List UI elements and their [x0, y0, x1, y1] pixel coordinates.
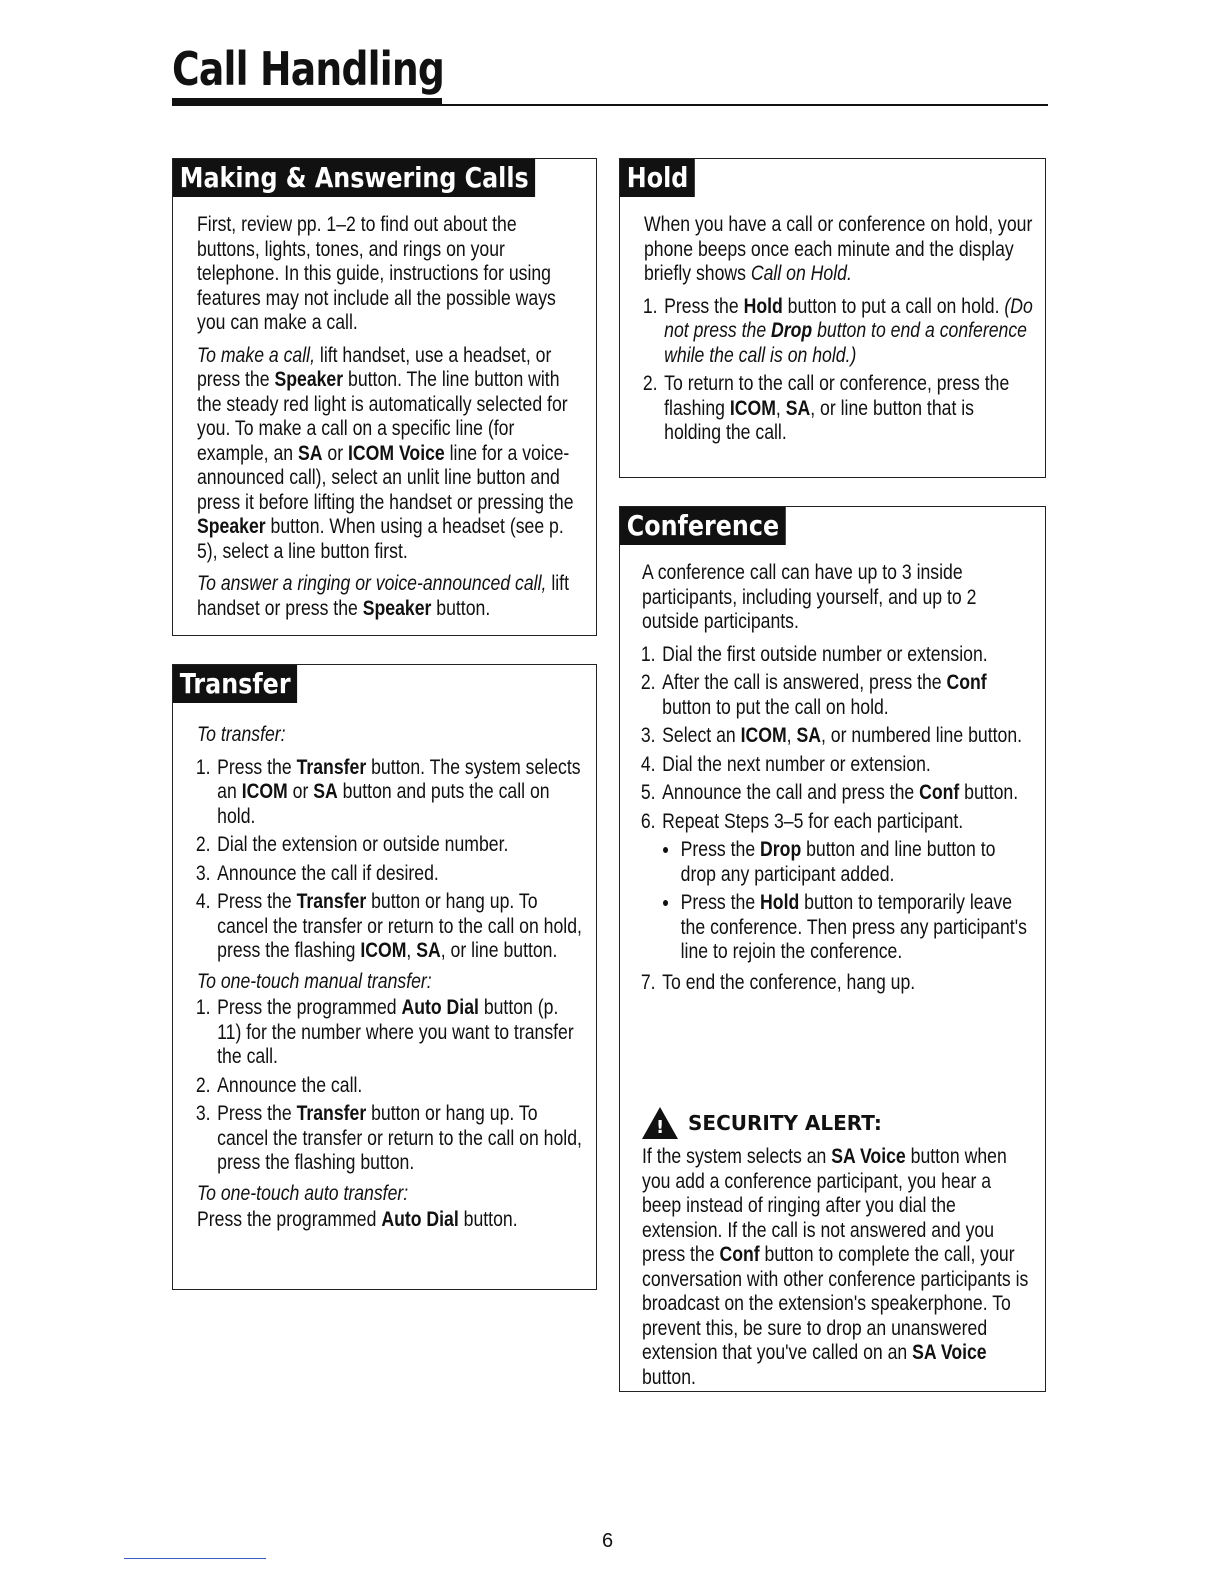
page-title: Call Handling: [172, 42, 445, 96]
conference-heading: Conference: [620, 507, 786, 545]
to-transfer-label: To transfer:: [197, 723, 286, 746]
list-item: 1. Press the Transfer button. The system selects an ICOM or SA button and puts the call on hold.: [215, 756, 583, 830]
list-item: 2. Announce the call.: [215, 1074, 583, 1099]
footer-rule: [124, 1558, 266, 1559]
transfer-box: [172, 664, 597, 1290]
list-item: 3. Press the Transfer button or hang up. To cancel the transfer or return to the call on hold, press the flashing button.: [215, 1102, 583, 1176]
list-item: • Press the Hold button to temporarily leave the conference. Then press any participant's line to rejoin the conference.: [679, 891, 1033, 965]
list-item: 5. Announce the call and press the Conf button.: [660, 781, 1032, 806]
page-number: 6: [602, 1530, 614, 1552]
conference-sub-bullets: [662, 838, 1033, 965]
list-item: 2. After the call is answered, press the Conf button to put the call on hold.: [660, 671, 1032, 720]
list-item: 6. Repeat Steps 3–5 for each participant. • Press the Drop button and line button to drop any participant added. • Press the Hold button to temporarily leave the conference. Then press any participant's line to rejoin the conference.: [660, 810, 1032, 965]
auto-transfer-label: To one-touch auto transfer:: [197, 1181, 409, 1205]
list-item: 7. To end the conference, hang up.: [660, 971, 1032, 996]
conference-box: [619, 506, 1046, 1392]
title-underline: [172, 104, 1048, 106]
list-item: 4. Dial the next number or extension.: [660, 753, 1032, 778]
making-answering-calls-heading: Making & Answering Calls: [173, 159, 535, 197]
making-answering-calls-box: [172, 158, 597, 636]
warning-icon: [642, 1107, 678, 1139]
security-alert-text: If the system selects an SA Voice button when you add a conference participant, you hear a beep instead of ringing after you dial the extension. If the call is not answered and you press the Conf button to complete the call, your conversation with other conference participants is broadcast on the extension's speakerphone. To prevent this, be sure to drop an unanswered extension that you've called on an SA Voice button.: [642, 1145, 1029, 1389]
conference-steps: [642, 643, 1033, 996]
list-item: 1. Press the programmed Auto Dial button (p. 11) for the number where you want to transfer the call.: [215, 996, 583, 1070]
manual-transfer-label: To one-touch manual transfer:: [197, 969, 432, 993]
transfer-steps: [197, 756, 584, 964]
hold-intro: When you have a call or conference on hold, your phone beeps once each minute and the display briefly shows Call on Hold.: [644, 213, 1033, 285]
list-item: 2. Dial the extension or outside number.: [215, 833, 583, 858]
list-item: • Press the Drop button and line button to drop any participant added.: [679, 838, 1033, 887]
list-item: 1. Dial the first outside number or extension.: [660, 643, 1032, 668]
list-item: 3. Select an ICOM, SA, or numbered line button.: [660, 724, 1032, 749]
manual-transfer-steps: [197, 996, 584, 1176]
conference-intro: A conference call can have up to 3 inside participants, including yourself, and up to 2 outside participants.: [642, 561, 977, 633]
to-answer-call-paragraph: To answer a ringing or voice-announced call, lift handset or press the Speaker button.: [197, 572, 569, 620]
list-item: 1. Press the Hold button to put a call on hold. (Do not press the Drop button to end a conference while the call is on hold.): [662, 295, 1032, 369]
list-item: 4. Press the Transfer button or hang up. To cancel the transfer or return to the call on hold, press the flashing ICOM, SA, or line button.: [215, 890, 583, 964]
hold-steps: [644, 295, 1033, 446]
list-item: 3. Announce the call if desired.: [215, 862, 583, 887]
hold-heading: Hold: [620, 159, 695, 197]
transfer-heading: Transfer: [173, 665, 297, 703]
making-intro: First, review pp. 1–2 to find out about the buttons, lights, tones, and rings on your telephone. In this guide, instructions for using features may not include all the possible ways you can make a call.: [197, 213, 556, 334]
list-item: 2. To return to the call or conference, press the flashing ICOM, SA, or line button that is holding the call.: [662, 372, 1032, 446]
hold-box: [619, 158, 1046, 478]
to-make-call-paragraph: To make a call, lift handset, use a headset, or press the Speaker button. The line button with the steady red light is automatically selected for you. To make a call on a specific line (for example, an SA or ICOM Voice line for a voice-announced call), select an unlit line button and press it before lifting the handset or pressing the Speaker button. When using a headset (see p. 5), select a line button first.: [197, 343, 574, 563]
auto-transfer-text: Press the programmed Auto Dial button.: [197, 1208, 518, 1231]
security-alert-heading: ! SECURITY ALERT:: [642, 1107, 1033, 1139]
